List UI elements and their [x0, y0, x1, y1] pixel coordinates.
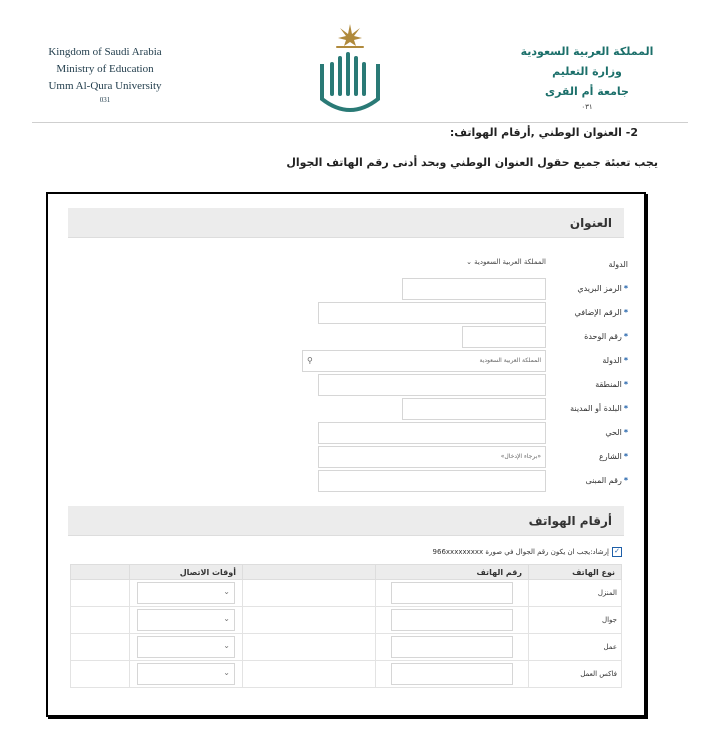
- city-label: [546, 398, 628, 420]
- phones-table-header: [71, 565, 622, 580]
- university-logo-icon: [316, 18, 384, 114]
- row-country: [328, 254, 628, 276]
- phone-type-work: عمل: [529, 634, 622, 661]
- search-icon[interactable]: ⚲: [307, 356, 313, 365]
- row-additional: [298, 302, 628, 324]
- street-input[interactable]: [318, 446, 546, 468]
- chevron-down-icon: ⌄: [223, 641, 230, 650]
- required-mark: *: [623, 356, 628, 365]
- country2-label: [546, 350, 628, 372]
- ar-line-1: المملكة العربية السعودية: [520, 45, 654, 58]
- col-blank-1: [243, 565, 376, 580]
- country-lookup-value: المملكة العربية السعودية: [479, 357, 541, 364]
- postal-label-text: الرمز البريدي: [577, 284, 622, 293]
- unit-label: [546, 326, 628, 348]
- row-region: [298, 374, 628, 396]
- street-label: [546, 446, 628, 468]
- required-mark: *: [623, 452, 628, 461]
- required-mark: *: [623, 308, 628, 317]
- en-line-3: Umm Al-Qura University: [48, 80, 162, 92]
- phone-type-home: المنزل: [529, 580, 622, 607]
- row-city: [398, 398, 628, 420]
- postal-label: [546, 278, 628, 300]
- col-phone-number: رقم الهاتف: [376, 565, 529, 580]
- mobile-phone-input[interactable]: [391, 609, 513, 631]
- additional-number-input[interactable]: [318, 302, 546, 324]
- row-unit: [438, 326, 628, 348]
- required-mark: *: [623, 428, 628, 437]
- row-postal: [398, 278, 628, 300]
- home-contact-time-select[interactable]: [137, 582, 235, 604]
- check-icon: ✓: [612, 547, 622, 557]
- mobile-contact-time-select[interactable]: [137, 609, 235, 631]
- additional-label: [546, 302, 628, 324]
- ar-code: ٠٣١: [581, 103, 593, 111]
- phones-guidance-text: إرشاد:يجب ان يكون رقم الجوال في صورة 966xxxxxxxxx: [432, 548, 609, 556]
- section-title: 2- العنوان الوطني ,أرقام الهواتف:: [449, 126, 638, 139]
- city-input[interactable]: [402, 398, 546, 420]
- building-label: [546, 470, 628, 492]
- postal-code-input[interactable]: [402, 278, 546, 300]
- country-lookup-input[interactable]: [302, 350, 546, 372]
- region-label: [546, 374, 628, 396]
- district-label-text: الحي: [605, 428, 622, 437]
- phone-type-mobile: جوال: [529, 607, 622, 634]
- form-screenshot-frame: [46, 192, 646, 717]
- chevron-down-icon: ⌄: [223, 668, 230, 677]
- unit-number-input[interactable]: [462, 326, 546, 348]
- required-mark: *: [623, 284, 628, 293]
- chevron-down-icon: ⌄: [223, 587, 230, 596]
- row-district: [298, 422, 628, 444]
- street-label-text: الشارع: [598, 452, 622, 461]
- home-phone-input[interactable]: [391, 582, 513, 604]
- district-input[interactable]: [318, 422, 546, 444]
- region-label-text: المنطقة: [595, 380, 622, 389]
- row-country2: [298, 350, 628, 372]
- building-number-input[interactable]: [318, 470, 546, 492]
- work-contact-time-select[interactable]: [137, 636, 235, 658]
- building-label-text: رقم المبنى: [585, 476, 622, 485]
- table-row: [71, 580, 622, 607]
- en-line-1: Kingdom of Saudi Arabia: [48, 46, 162, 58]
- required-mark: *: [623, 404, 628, 413]
- required-mark: *: [623, 476, 628, 485]
- phone-type-work-fax: فاكس العمل: [529, 661, 622, 688]
- city-label-text: البلدة أو المدينة: [570, 404, 622, 413]
- country-select[interactable]: المملكة العربية السعودية ⌄: [466, 258, 546, 266]
- required-mark: *: [623, 380, 628, 389]
- district-label: [546, 422, 628, 444]
- work-phone-input[interactable]: [391, 636, 513, 658]
- section-note: يجب تعبئة جميع حقول العنوان الوطني وبحد أدنى رقم الهاتف الجوال: [286, 156, 658, 169]
- country-label: الدولة: [608, 260, 628, 269]
- chevron-down-icon: ⌄: [223, 614, 230, 623]
- phones-table: [70, 564, 622, 688]
- header-arabic: [512, 42, 662, 112]
- col-phone-type: نوع الهاتف: [529, 565, 622, 580]
- address-panel-header: العنوان: [68, 208, 624, 238]
- ar-line-2: وزارة التعليم: [552, 65, 622, 78]
- street-placeholder: «برجاء الإدخال»: [500, 453, 541, 460]
- work-fax-input[interactable]: [391, 663, 513, 685]
- unit-label-text: رقم الوحدة: [584, 332, 622, 341]
- additional-label-text: الرقم الإضافي: [574, 308, 622, 317]
- table-row: [71, 607, 622, 634]
- table-row: [71, 634, 622, 661]
- country2-label-text: الدولة: [602, 356, 622, 365]
- col-contact-times: أوقات الاتصال: [130, 565, 243, 580]
- header-divider: [32, 122, 688, 123]
- header-english: [40, 44, 170, 105]
- fax-contact-time-select[interactable]: [137, 663, 235, 685]
- en-line-2: Ministry of Education: [56, 63, 154, 75]
- row-building: [298, 470, 628, 492]
- en-code: 031: [99, 96, 111, 104]
- region-input[interactable]: [318, 374, 546, 396]
- phones-panel-header: أرقام الهواتف: [68, 506, 624, 536]
- table-row: [71, 661, 622, 688]
- ar-line-3: جامعة أم القرى: [545, 85, 629, 98]
- col-blank-2: [71, 565, 130, 580]
- row-street: [298, 446, 628, 468]
- required-mark: *: [623, 332, 628, 341]
- phones-guidance: [433, 547, 622, 557]
